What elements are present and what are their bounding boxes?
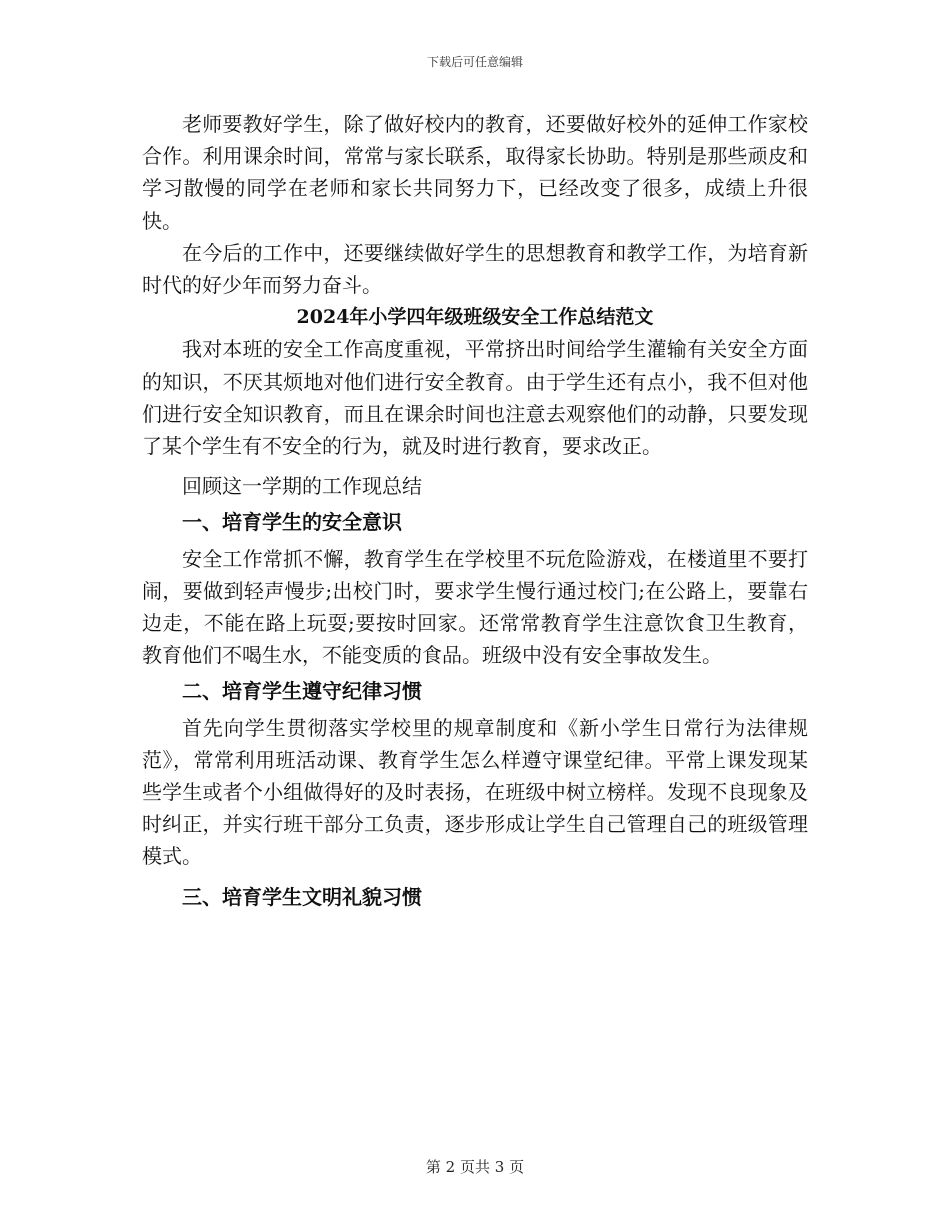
section-heading-discipline: 二、培育学生遵守纪律习惯	[182, 679, 422, 704]
section-heading-safety-awareness: 一、培育学生的安全意识	[182, 510, 402, 535]
section-heading-courtesy: 三、培育学生文明礼貌习惯	[182, 884, 422, 909]
document-body	[142, 108, 808, 913]
paragraph-safety-intro: 我对本班的安全工作高度重视，平常挤出时间给学生灌输有关安全方面的知识，不厌其烦地对他们进行安全教育。由于学生还有点小，我不但对他们进行安全知识教育，而且在课余时间也注意去观察他们的动静，只要发现了某个学生有不安全的行为，就及时进行教育，要求改正。	[142, 337, 808, 459]
paragraph-home-school: 老师要教好学生，除了做好校内的教育，还要做好校外的延伸工作家校合作。利用课余时间，常常与家长联系，取得家长协助。特别是那些顽皮和学习散慢的同学在老师和家长共同努力下，已经改变了很多，成绩上升很快。	[142, 112, 808, 233]
paragraph-safety-awareness: 安全工作常抓不懈，教育学生在学校里不玩危险游戏，在楼道里不要打闹，要做到轻声慢步;出校门时，要求学生慢行通过校门;在公路上，要靠右边走，不能在路上玩耍;要按时回家。还常常教育学生注意饮食卫生教育，教育他们不喝生水，不能变质的食品。班级中没有安全事故发生。	[142, 546, 808, 668]
page-header: 下载后可任意编辑	[426, 55, 523, 69]
paragraph-future-work: 在今后的工作中，还要继续做好学生的思想教育和教学工作，为培育新时代的好少年而努力奋斗。	[142, 240, 808, 298]
paragraph-review: 回顾这一学期的工作现总结	[182, 474, 422, 499]
page-footer: 第 2 页共 3 页	[425, 1158, 525, 1176]
paragraph-discipline: 首先向学生贯彻落实学校里的规章制度和《新小学生日常行为法律规范》，常常利用班活动课、教育学生怎么样遵守课堂纪律。平常上课发现某些学生或者个小组做得好的及时表扬，在班级中树立榜样。发现不良现象及时纠正，并实行班干部分工负责，逐步形成让学生自己管理自己的班级管理模式。	[142, 715, 808, 869]
document-title: 2024年小学四年级班级安全工作总结范文	[296, 306, 654, 329]
